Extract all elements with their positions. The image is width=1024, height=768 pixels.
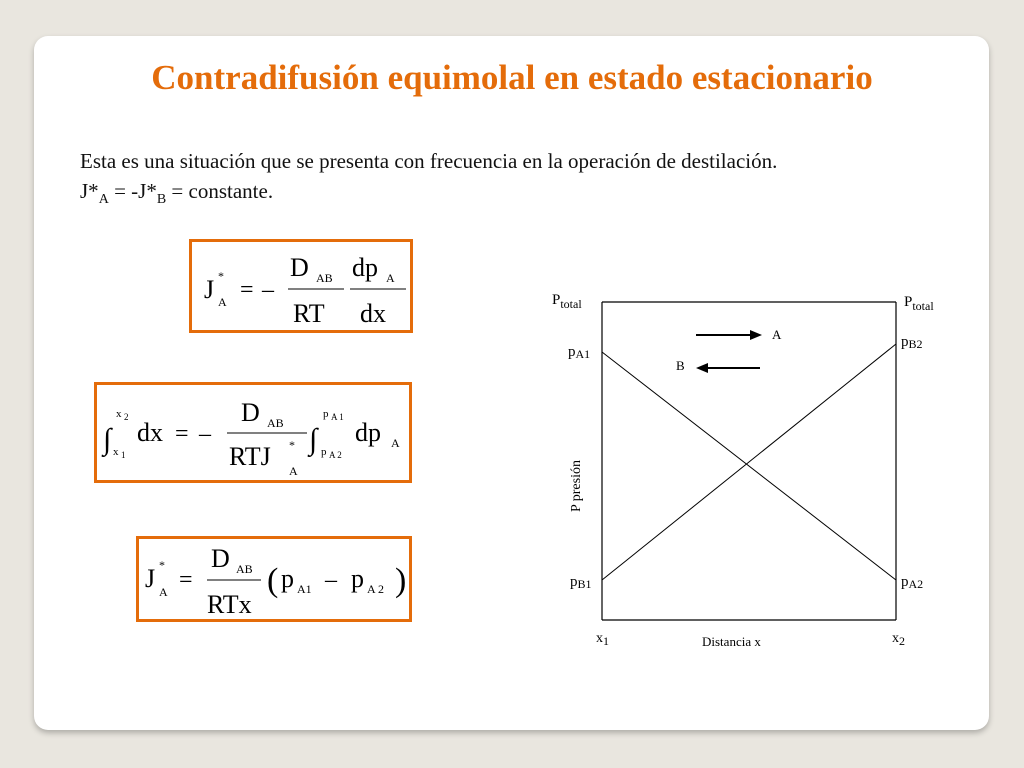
eq2-integral-2: ∫ [309,423,318,456]
partial-pressure-diagram [540,280,950,660]
eq2-D: D [241,398,260,427]
eq3-sub-A2: A 2 [367,582,385,596]
equation-3 [139,539,415,625]
flux-sub-b: B [156,192,167,208]
eq2-sub-AB: AB [267,416,284,430]
eq3-p2: p [351,564,364,593]
eq3-D: D [211,544,230,573]
intro-line-2 [80,176,960,215]
x1-label: x1 [596,631,609,648]
arrow-A-head [750,330,762,340]
pB1-label: pB1 [570,574,592,591]
eq2-upper-x-sub: 2 [124,412,129,422]
eq3-minus: – [325,567,337,593]
eq2-minus: – [199,421,211,447]
intro-line-1: Esta es una situación que se presenta con frecuencia en la operación de destilación. [80,149,778,173]
eq3-p1: p [281,564,294,593]
p-total-right-label: $P_{total}$ [904,294,934,313]
eq3-sub-AB: AB [236,562,253,576]
x-axis-label: Distancia x [702,634,761,649]
eq1-D: D [290,253,309,282]
equation-1 [192,242,416,336]
flux-sub-a: A [98,192,109,208]
flux-symbol: J* [80,179,99,203]
equation-2 [97,385,415,486]
eq1-dx: dx [360,299,386,328]
p-total-left-label: $P_{total}$ [552,292,582,311]
eq3-sub-A: A [159,585,168,599]
pB2-label: pB2 [901,334,923,351]
eq2-equals: = [175,421,189,447]
eq2-sub-A: A [289,464,298,478]
eq2-RTJ: RTJ [229,442,271,471]
eq2-dp-sub-A: A [391,436,400,450]
intro-text [80,146,960,215]
eq2-lower-x: x [113,446,119,458]
arrow-A-label: A [772,327,782,342]
arrow-B-head [696,363,708,373]
eq3-J: J [145,564,156,593]
y-axis-label: P presión [569,460,584,512]
eq2-upper-p: p [323,408,329,420]
eq2-lower-x-sub: 1 [121,450,126,460]
flux-relation: = -J* [108,179,157,203]
eq1-minus: – [262,277,274,303]
slide-title: Contradifusión equimolal en estado estacionario [151,58,873,97]
eq3-RTx: RTx [207,590,252,619]
eq1-dp-sub-A: A [386,271,395,285]
eq1-J: J [204,275,215,304]
pA1-label: pA1 [568,344,591,361]
pA-profile-line [602,352,896,580]
eq1-sub-AB: AB [316,271,333,285]
eq1-star: * [218,269,224,283]
eq2-lower-p-sub: A 2 [329,450,342,460]
eq3-rparen: ) [395,562,407,599]
pB-profile-line [602,344,896,580]
flux-constant: = constante. [166,179,274,203]
pA2-label: pA2 [901,574,924,591]
equation-1-box [189,239,413,333]
eq1-sub-A: A [218,295,227,309]
eq2-upper-p-sub: A 1 [331,412,344,422]
x2-label: x2 [892,631,905,648]
eq2-star: * [289,438,295,452]
eq3-equals: = [179,567,193,593]
eq2-upper-x: x [116,408,122,420]
eq3-lparen: ( [267,562,279,599]
eq1-RT: RT [293,299,325,328]
equation-2-box [94,382,412,483]
eq2-dx: dx [137,418,163,447]
eq2-dp: dp [355,418,381,447]
equation-3-box [136,536,412,622]
eq2-lower-p: p [321,446,327,458]
eq2-integral-1: ∫ [103,423,112,456]
eq1-equals: = [240,277,254,303]
eq1-dp: dp [352,253,378,282]
arrow-B-label: B [676,358,685,373]
eq3-sub-A1: A1 [297,582,312,596]
eq3-star: * [159,558,165,572]
